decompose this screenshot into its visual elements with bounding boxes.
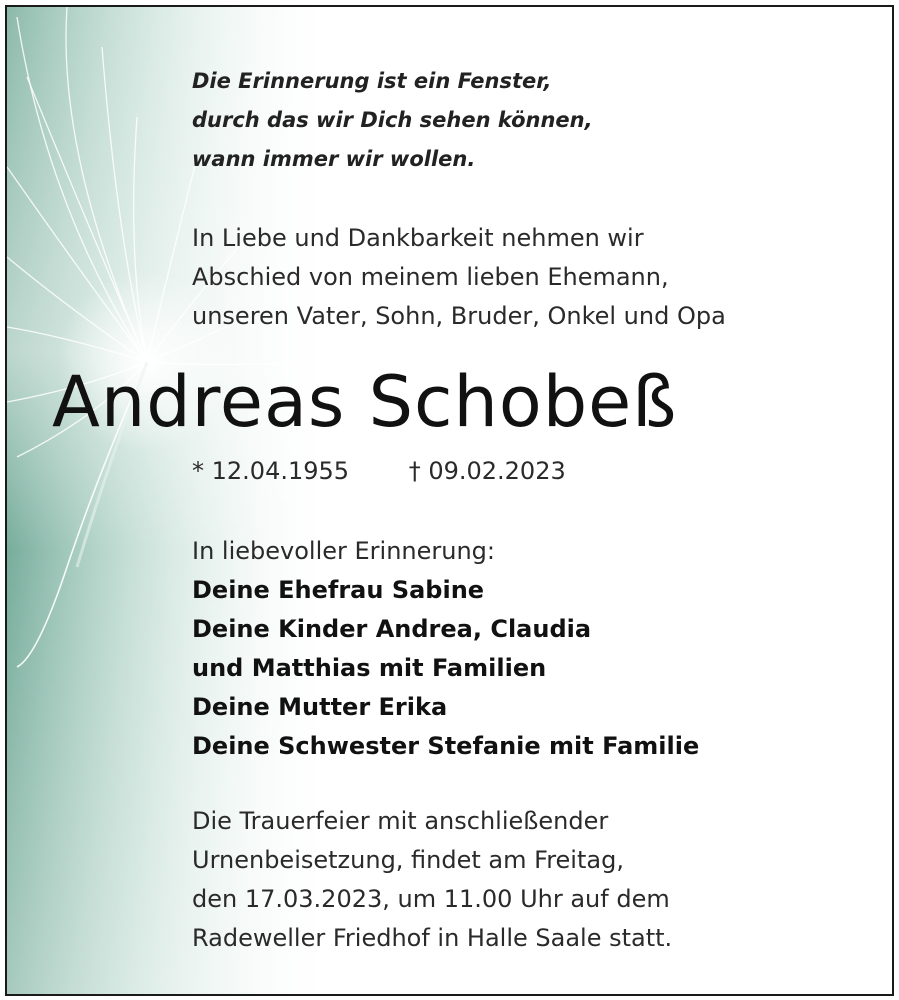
service-line: Die Trauerfeier mit anschließender — [192, 807, 609, 835]
life-dates — [192, 453, 566, 489]
service-line: den 17.03.2023, um 11.00 Uhr auf dem — [192, 885, 670, 913]
funeral-service-info — [192, 802, 672, 958]
intro-line: In Liebe und Dankbarkeit nehmen wir — [192, 224, 644, 252]
intro-line: Abschied von meinem lieben Ehemann, — [192, 263, 669, 291]
mourners-lead: In liebevoller Erinnerung: — [192, 537, 495, 565]
mourner-entry: Deine Schwester Stefanie mit Familie — [192, 732, 700, 760]
deceased-name: Andreas Schobeß — [52, 361, 678, 443]
mourner-entry: Deine Kinder Andrea, Claudia — [192, 615, 592, 643]
quote-line: durch das wir Dich sehen können, — [192, 108, 593, 132]
mourners-list — [192, 532, 699, 766]
service-line: Radeweller Friedhof in Halle Saale statt. — [192, 924, 673, 952]
mourner-entry: und Matthias mit Familien — [192, 654, 547, 682]
birth-date: * 12.04.1955 — [192, 457, 350, 485]
death-date: † 09.02.2023 — [408, 457, 566, 485]
farewell-intro — [192, 219, 726, 336]
service-line: Urnenbeisetzung, findet am Freitag, — [192, 846, 624, 874]
intro-line: unseren Vater, Sohn, Bruder, Onkel und Opa — [192, 302, 726, 330]
quote-line: Die Erinnerung ist ein Fenster, — [192, 69, 552, 93]
memorial-quote — [192, 62, 593, 179]
obituary-notice — [5, 5, 894, 996]
mourner-entry: Deine Ehefrau Sabine — [192, 576, 485, 604]
quote-line: wann immer wir wollen. — [192, 147, 476, 171]
mourner-entry: Deine Mutter Erika — [192, 693, 448, 721]
